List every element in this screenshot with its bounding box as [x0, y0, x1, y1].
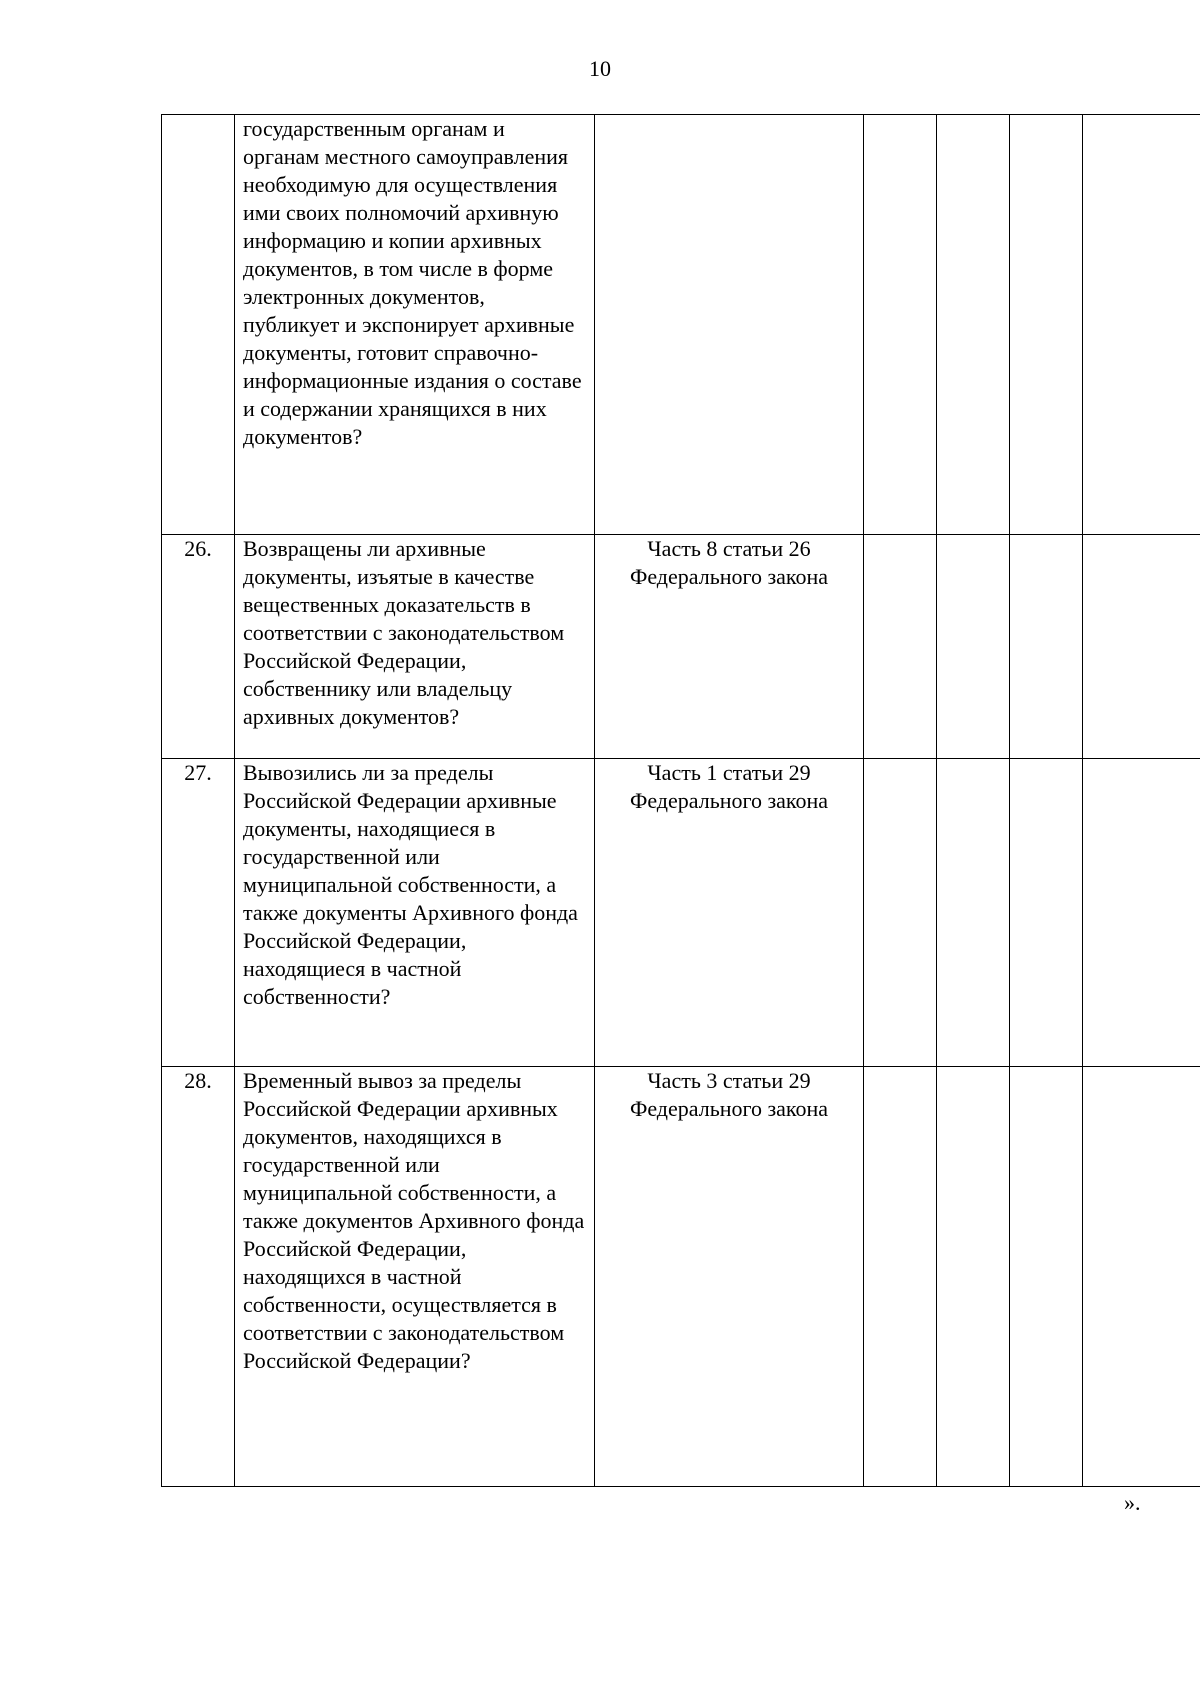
legal-basis: Часть 3 статьи 29 Федерального закона — [595, 1067, 864, 1487]
answer-yes-cell — [864, 759, 937, 1067]
checklist-table — [161, 114, 1200, 1487]
row-number — [162, 115, 235, 535]
answer-yes-cell — [864, 1067, 937, 1487]
legal-basis: Часть 8 статьи 26 Федерального закона — [595, 535, 864, 759]
answer-na-cell — [1010, 115, 1083, 535]
legal-basis — [595, 115, 864, 535]
answer-no-cell — [937, 535, 1010, 759]
table-row — [162, 759, 1200, 1067]
page-number: 10 — [589, 56, 611, 81]
question-text: государственным органам и органам местного самоуправления необходимую для осуществления ими своих полномочий архивную информацию и копии архивных документов, в том числе в форме электронных документов, публикует и экспонирует архивные документы, готовит справочно-информационные издания о составе и содержании хранящихся в них документов? — [235, 115, 595, 535]
table-row — [162, 535, 1200, 759]
question-text: Возвращены ли архивные документы, изъятые в качестве вещественных доказательств в соответствии с законодательством Российской Федерации, собственнику или владельцу архивных документов? — [235, 535, 595, 759]
closing-quote-mark: ». — [1124, 1490, 1141, 1515]
answer-no-cell — [937, 1067, 1010, 1487]
answer-no-cell — [937, 115, 1010, 535]
answer-na-cell — [1010, 1067, 1083, 1487]
legal-basis: Часть 1 статьи 29 Федерального закона — [595, 759, 864, 1067]
row-number: 27. — [162, 759, 235, 1067]
row-number: 28. — [162, 1067, 235, 1487]
note-cell — [1083, 759, 1200, 1067]
answer-yes-cell — [864, 115, 937, 535]
table-row — [162, 1067, 1200, 1487]
answer-no-cell — [937, 759, 1010, 1067]
note-cell — [1083, 535, 1200, 759]
row-number: 26. — [162, 535, 235, 759]
note-cell — [1083, 1067, 1200, 1487]
note-cell — [1083, 115, 1200, 535]
question-text: Временный вывоз за пределы Российской Федерации архивных документов, находящихся в государственной или муниципальной собственности, а также документов Архивного фонда Российской Федерации, находящихся в частной собственности, осуществляется в соответствии с законодательством Российской Федерации? — [235, 1067, 595, 1487]
answer-yes-cell — [864, 535, 937, 759]
table-row — [162, 115, 1200, 535]
answer-na-cell — [1010, 535, 1083, 759]
answer-na-cell — [1010, 759, 1083, 1067]
question-text: Вывозились ли за пределы Российской Федерации архивные документы, находящиеся в государственной или муниципальной собственности, а также документы Архивного фонда Российской Федерации, находящиеся в частной собственности? — [235, 759, 595, 1067]
